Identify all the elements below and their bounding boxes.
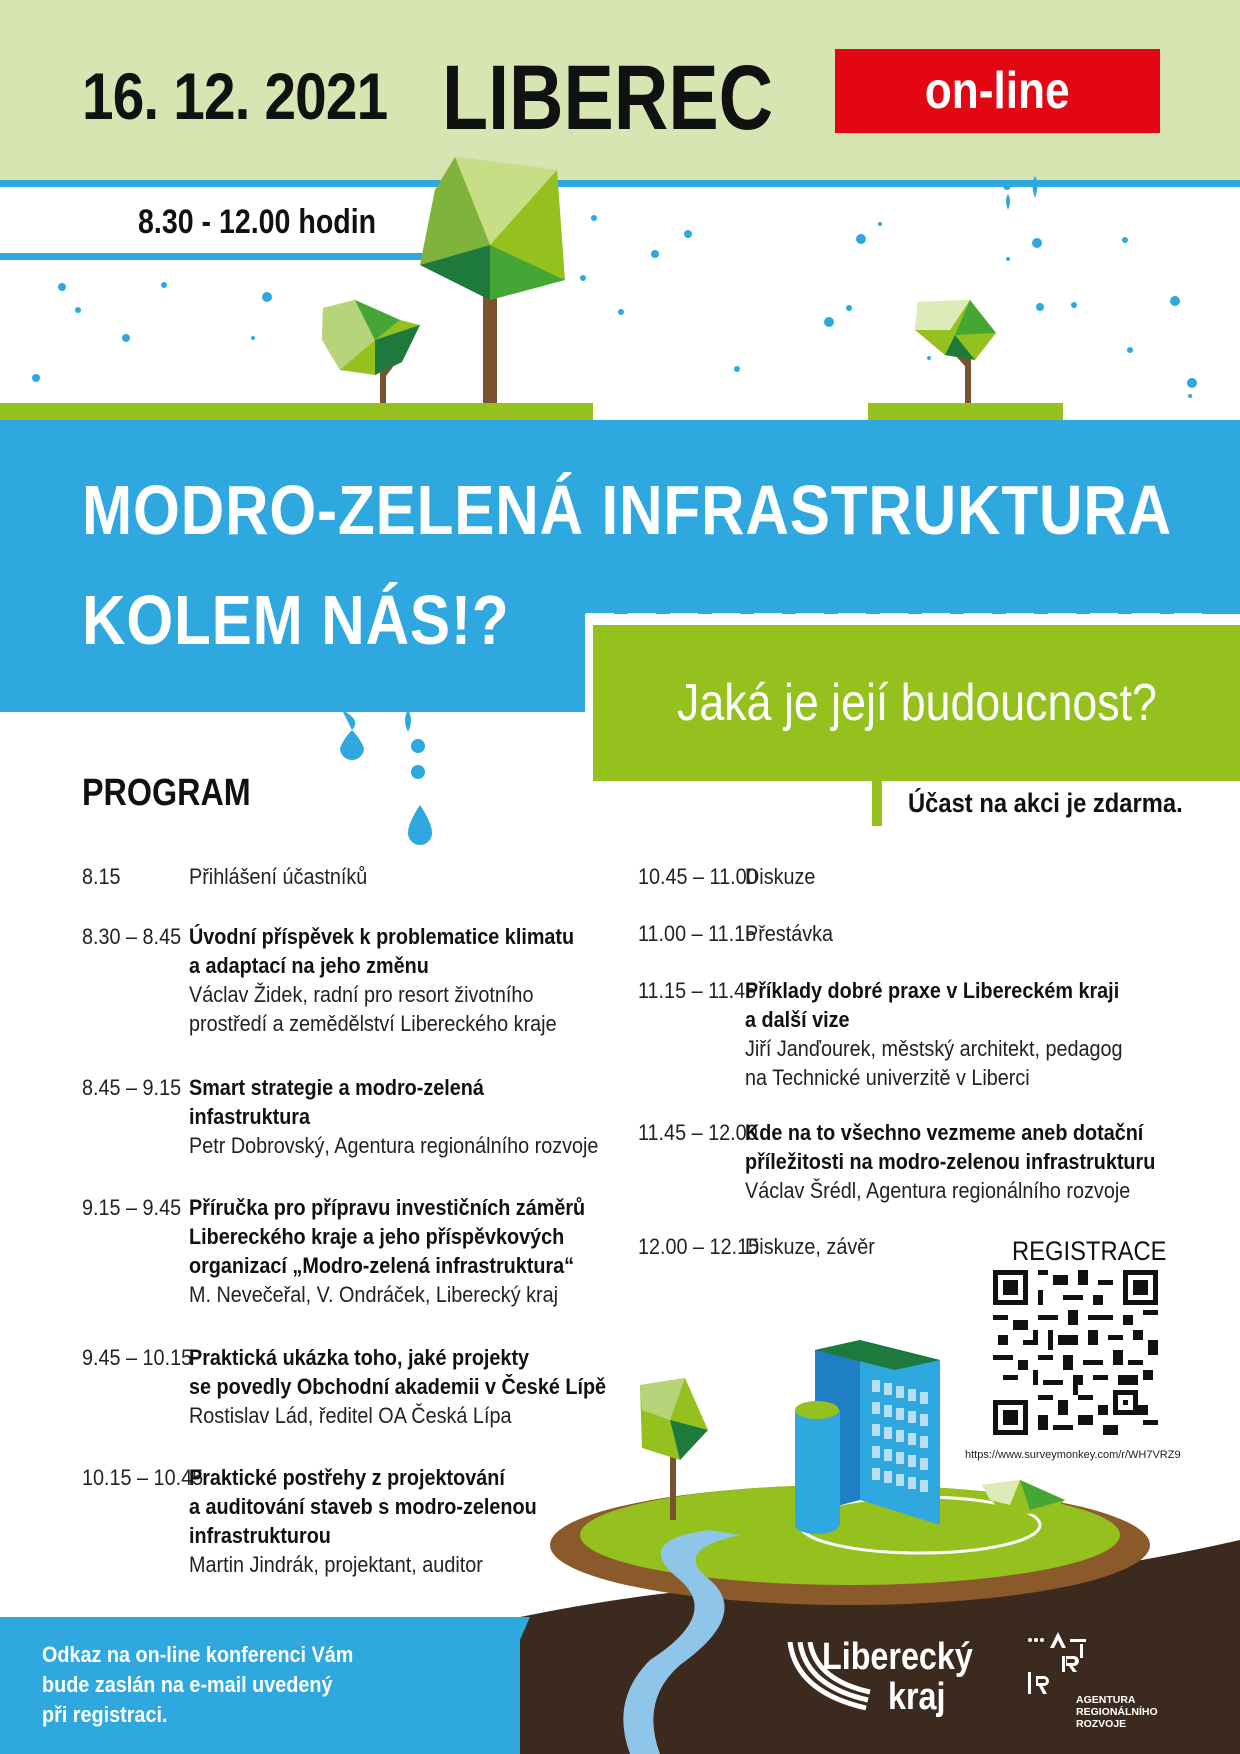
- program-desc: Rostislav Lád, ředitel OA Česká Lípa: [189, 1403, 512, 1428]
- program-desc: Přestávka: [745, 921, 834, 946]
- program-title: Smart strategie a modro-zelená: [189, 1075, 484, 1100]
- program-title: infrastrukturou: [189, 1523, 331, 1548]
- program-title: Úvodní příspěvek k problematice klimatu: [189, 924, 575, 949]
- program-heading: PROGRAM: [82, 772, 251, 814]
- registration-label: REGISTRACE: [1012, 1236, 1167, 1266]
- main-title-line-1: MODRO-ZELENÁ INFRASTRUKTURA: [82, 471, 1173, 549]
- program-time: 11.15 – 11.45: [638, 978, 757, 1003]
- program-time: 8.30 – 8.45: [82, 924, 182, 949]
- program-title: Příklady dobré praxe v Libereckém kraji: [745, 978, 1120, 1003]
- program-title: Praktické postřehy z projektování: [189, 1465, 505, 1490]
- free-note-bar: [872, 780, 882, 826]
- drips-icon: [320, 710, 440, 850]
- agency-name: [1076, 1694, 1158, 1730]
- online-note-line: bude zaslán na e-mail uvedený: [42, 1672, 333, 1697]
- program-title: a další vize: [745, 1007, 850, 1032]
- program-desc: Václav Šrédl, Agentura regionálního rozvoje: [745, 1178, 1131, 1203]
- program-desc: Martin Jindrák, projektant, auditor: [189, 1552, 483, 1577]
- program-desc: M. Nevečeřal, V. Ondráček, Liberecký kraj: [189, 1282, 559, 1307]
- agency-name-line: AGENTURA: [1076, 1694, 1136, 1706]
- program-desc: Diskuze, závěr: [745, 1234, 875, 1259]
- program-title: Kde na to všechno vezmeme aneb dotační: [745, 1120, 1144, 1145]
- program-title: Příručka pro přípravu investičních záměrů: [189, 1195, 586, 1220]
- online-note-line: Odkaz na on-line konferenci Vám: [42, 1642, 354, 1667]
- kraj-name-line-1: Liberecký: [822, 1636, 973, 1678]
- program-desc: Jiří Janďourek, městský architekt, pedagog: [745, 1036, 1123, 1061]
- program-desc: Přihlášení účastníků: [189, 864, 368, 889]
- online-note: [42, 1640, 388, 1730]
- online-note-line: při registraci.: [42, 1702, 168, 1727]
- program-time: 9.15 – 9.45: [82, 1195, 182, 1220]
- free-admission-note: Účast na akci je zdarma.: [908, 788, 1183, 818]
- question-label: Jaká je její budoucnost?: [676, 674, 1157, 732]
- online-badge: [835, 49, 1160, 133]
- program-title: Libereckého kraje a jeho příspěvkových: [189, 1224, 565, 1249]
- main-title-line-2: KOLEM NÁS!?: [82, 581, 510, 659]
- question-text: [593, 625, 1240, 781]
- arr-logo-icon: [1028, 1632, 1108, 1696]
- program-time: 10.15 – 10.45: [82, 1465, 204, 1490]
- program-time: 11.00 – 11.15: [638, 921, 757, 946]
- program-desc: Petr Dobrovský, Agentura regionálního rozvoje: [189, 1133, 599, 1158]
- small-tree-right-icon: [915, 300, 996, 410]
- program-time: 8.45 – 9.15: [82, 1075, 182, 1100]
- kraj-name-line-2: kraj: [888, 1676, 946, 1718]
- program-title: se povedly Obchodní akademii v České Lípě: [189, 1374, 607, 1399]
- program-desc: Václav Židek, radní pro resort životního: [189, 982, 534, 1007]
- program-time: 8.15: [82, 864, 121, 889]
- rain-drops-icon: [32, 176, 1197, 398]
- program-time: 11.45 – 12.00: [638, 1120, 758, 1145]
- program-title: příležitosti na modro-zelenou infrastrukturu: [745, 1149, 1156, 1174]
- program-title: a auditování staveb s modro-zelenou: [189, 1494, 537, 1519]
- agency-name-line: ROZVOJE: [1076, 1718, 1127, 1730]
- program-desc: prostředí a zemědělství Libereckého kraje: [189, 1011, 557, 1036]
- program-title: infastruktura: [189, 1104, 311, 1129]
- small-tree-left-icon: [322, 300, 420, 420]
- program-desc: na Technické univerzitě v Liberci: [745, 1065, 1030, 1090]
- agency-name-line: REGIONÁLNÍHO: [1076, 1706, 1158, 1718]
- program-desc: Diskuze: [745, 864, 816, 889]
- program-time: 12.00 – 12.15: [638, 1234, 760, 1259]
- landscape-illustration: [520, 1340, 1240, 1754]
- registration-url[interactable]: https://www.surveymonkey.com/r/WH7VRZ9: [965, 1449, 1181, 1461]
- online-badge-label: on-line: [925, 62, 1070, 120]
- event-city: LIBEREC: [442, 47, 774, 149]
- dash-divider: [586, 613, 1240, 623]
- program-title: Praktická ukázka toho, jaké projekty: [189, 1345, 530, 1370]
- event-time: 8.30 - 12.00 hodin: [138, 203, 377, 241]
- program-title: organizací „Modro-zelená infrastruktura“: [189, 1253, 575, 1278]
- corner-shape: [470, 1617, 530, 1754]
- program-title: a adaptací na jeho změnu: [189, 953, 429, 978]
- program-time: 9.45 – 10.15: [82, 1345, 193, 1370]
- program-time: 10.45 – 11.00: [638, 864, 758, 889]
- scenery-illustration: [0, 150, 1240, 430]
- event-date: 16. 12. 2021: [82, 59, 388, 133]
- big-tree-icon: [420, 157, 565, 420]
